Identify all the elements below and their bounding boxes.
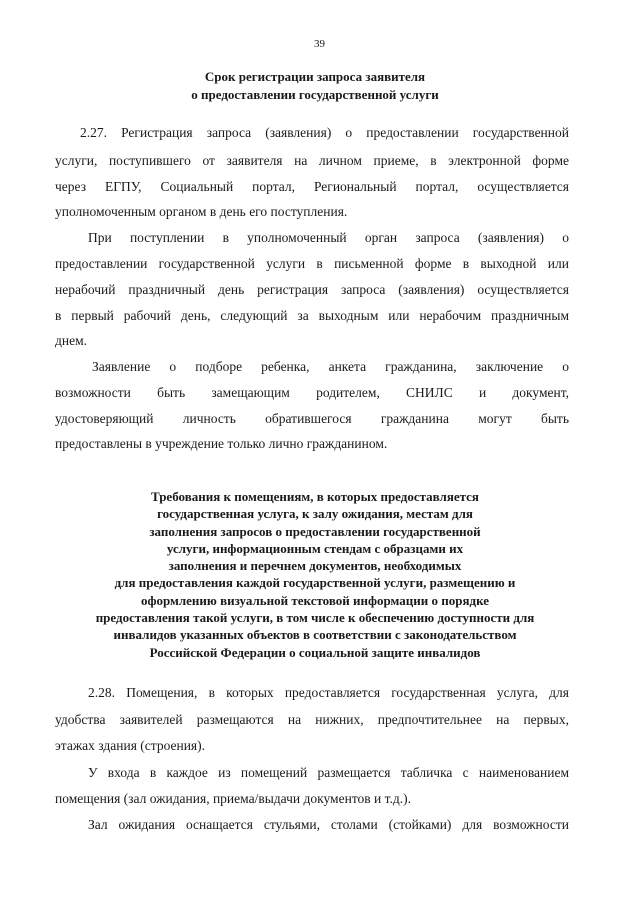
section-heading-registration xyxy=(60,68,570,104)
heading-line: Срок регистрации запроса заявителя xyxy=(204,69,426,84)
heading-line: Российской Федерации о социальной защите инвалидов xyxy=(149,644,481,660)
text-line: в первый рабочий день, следующий за выходным или нерабочим праздничным xyxy=(55,308,569,323)
text-line: этажах здания (строения). xyxy=(55,738,206,753)
text-line: 2.28. Помещения, в которых предоставляется государственная услуга, для xyxy=(88,685,569,700)
text-line: помещения (зал ожидания, приема/выдачи документов и т.д.). xyxy=(55,791,412,806)
page-number: 39 xyxy=(314,38,325,50)
text-line: При поступлении в уполномоченный орган запроса (заявления) о xyxy=(88,230,569,245)
text-line: удобства заявителей размещаются на нижних, предпочтительнее на первых, xyxy=(55,712,569,727)
heading-line: заполнения и перечнем документов, необходимых xyxy=(168,558,462,574)
heading-line: оформлению визуальной текстовой информации о порядке xyxy=(140,592,490,608)
text-line: предоставлении государственной услуги в письменной форме в выходной или xyxy=(55,256,569,271)
text-line: удостоверяющий личность обратившегося гражданина могут быть xyxy=(55,411,569,426)
section-heading-premises xyxy=(50,488,580,661)
heading-line: услуги, информационным стендам с образцами их xyxy=(166,540,464,556)
heading-line: предоставления такой услуги, в том числе к обеспечению доступности для xyxy=(95,610,535,626)
heading-line: Требования к помещениям, в которых предоставляется xyxy=(151,489,479,504)
heading-line: государственная услуга, к залу ожидания, местам для xyxy=(157,506,473,522)
text-line: Заявление о подборе ребенка, анкета гражданина, заключение о xyxy=(92,359,569,374)
text-line: У входа в каждое из помещений размещается табличка с наименованием xyxy=(88,765,569,780)
text-line: нерабочий праздничный день регистрация запроса (заявления) осуществляется xyxy=(55,282,569,297)
text-line: предоставлены в учреждение только лично гражданином. xyxy=(55,436,388,451)
text-line: услуги, поступившего от заявителя на личном приеме, в электронной форме xyxy=(55,153,569,168)
text-line: возможности быть замещающим родителем, СНИЛС и документ, xyxy=(55,385,569,400)
text-line: через ЕГПУ, Социальный портал, Региональный портал, осуществляется xyxy=(55,179,569,194)
text-line: днем. xyxy=(55,333,88,348)
heading-line: заполнения запросов о предоставлении государственной xyxy=(149,523,481,539)
text-line: уполномоченным органом в день его поступления. xyxy=(55,204,348,219)
heading-line: для предоставления каждой государственной услуги, размещению и xyxy=(114,575,516,591)
heading-line: о предоставлении государственной услуги xyxy=(191,87,439,102)
text-line: 2.27. Регистрация запроса (заявления) о предоставлении государственной xyxy=(80,125,569,140)
text-line: Зал ожидания оснащается стульями, столами (стойками) для возможности xyxy=(88,817,569,832)
heading-line: инвалидов указанных объектов в соответствии с законодательством xyxy=(113,627,517,643)
